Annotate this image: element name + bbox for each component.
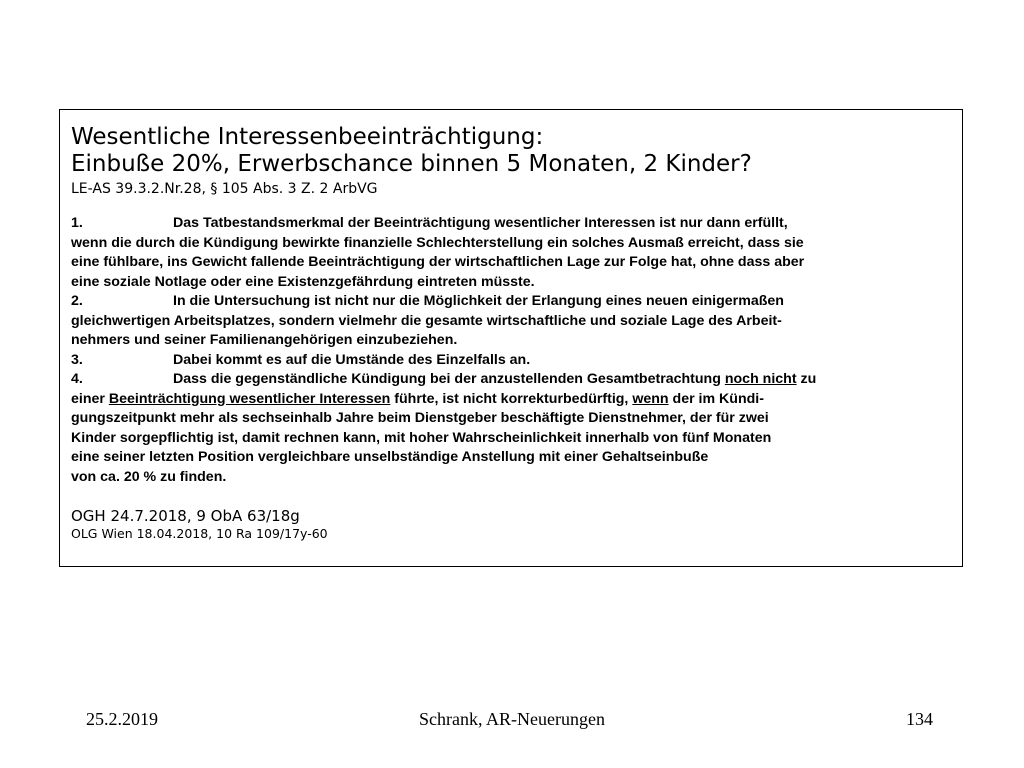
point-1-line-4: eine soziale Notlage oder eine Existenzgefährdung eintreten müsste. (71, 273, 535, 290)
footer-author: Schrank, AR-Neuerungen (419, 709, 605, 729)
point-4-line-5: eine seiner letzten Position vergleichbare unselbständige Anstellung mit einer Gehaltseinbuße (71, 449, 709, 465)
title-line-1: Wesentliche Interessenbeeinträchtigung: (71, 124, 544, 150)
point-4-line-6: von ca. 20 % zu finden. (71, 468, 227, 485)
point-4-line-2-b: führte, ist nicht korrekturbedürftig, (390, 390, 633, 407)
point-1-line-2: wenn die durch die Kündigung bewirkte finanzielle Schlechterstellung ein solches Ausmaß erreicht, dass sie (71, 234, 804, 251)
legal-reference: LE-AS 39.3.2.Nr.28, § 105 Abs. 3 Z. 2 ArbVG (71, 181, 378, 197)
point-2-line-1 (71, 292, 952, 312)
court-citation-ogh: OGH 24.7.2018, 9 ObA 63/18g (71, 507, 300, 525)
point-1-text: Das Tatbestandsmerkmal der Beeinträchtigung wesentlicher Interessen ist nur dann erfüllt, (173, 215, 788, 231)
footer-page-number: 134 (906, 709, 933, 729)
point-3-number: 3. (71, 351, 83, 368)
point-4-number: 4. (71, 371, 83, 387)
point-4-line-2 (71, 390, 952, 410)
point-4-line-2-a: einer (71, 390, 109, 407)
holding-text (71, 214, 952, 487)
point-2-line-3: nehmers und seiner Familienangehörigen einzubeziehen. (71, 332, 458, 348)
title-line-2: Einbuße 20%, Erwerbschance binnen 5 Monaten, 2 Kinder? (71, 151, 752, 177)
point-3-line-1 (71, 351, 952, 371)
underlined-beeintraechtigung: Beeinträchtigung wesentlicher Interessen (108, 390, 391, 407)
point-3-text: Dabei kommt es auf die Umstände des Einzelfalls an. (173, 351, 531, 368)
point-2-number: 2. (71, 293, 83, 309)
court-citation-olg: OLG Wien 18.04.2018, 10 Ra 109/17y-60 (71, 526, 328, 541)
content-frame (59, 109, 963, 567)
footer-date: 25.2.2019 (86, 709, 158, 729)
point-4-text-a: Dass die gegenständliche Kündigung bei der anzustellenden Gesamtbetrachtung (173, 371, 725, 387)
underlined-wenn: wenn (632, 390, 669, 407)
point-4-line-2-c: der im Kündi- (668, 390, 764, 407)
point-1-number: 1. (71, 215, 83, 231)
point-2-text: In die Untersuchung ist nicht nur die Möglichkeit der Erlangung eines neuen einigermaßen (173, 293, 784, 309)
point-4-line-4: Kinder sorgepflichtig ist, damit rechnen kann, mit hoher Wahrscheinlichkeit innerhalb von fünf Monaten (71, 429, 772, 446)
point-1-line-1 (71, 214, 952, 234)
underlined-noch-nicht: noch nicht (724, 371, 797, 387)
point-4-line-3: gungszeitpunkt mehr als sechseinhalb Jahre beim Dienstgeber beschäftigte Dienstnehmer, der für zwei (71, 410, 769, 426)
point-4-text-b: zu (796, 371, 817, 387)
point-4-line-1 (71, 370, 952, 390)
point-1-line-3: eine fühlbare, ins Gewicht fallende Beeinträchtigung der wirtschaftlichen Lage zur Folge hat, ohne dass aber (71, 254, 805, 270)
point-2-line-2: gleichwertigen Arbeitsplatzes, sondern vielmehr die gesamte wirtschaftliche und soziale Lage des Arbeit- (71, 312, 782, 329)
